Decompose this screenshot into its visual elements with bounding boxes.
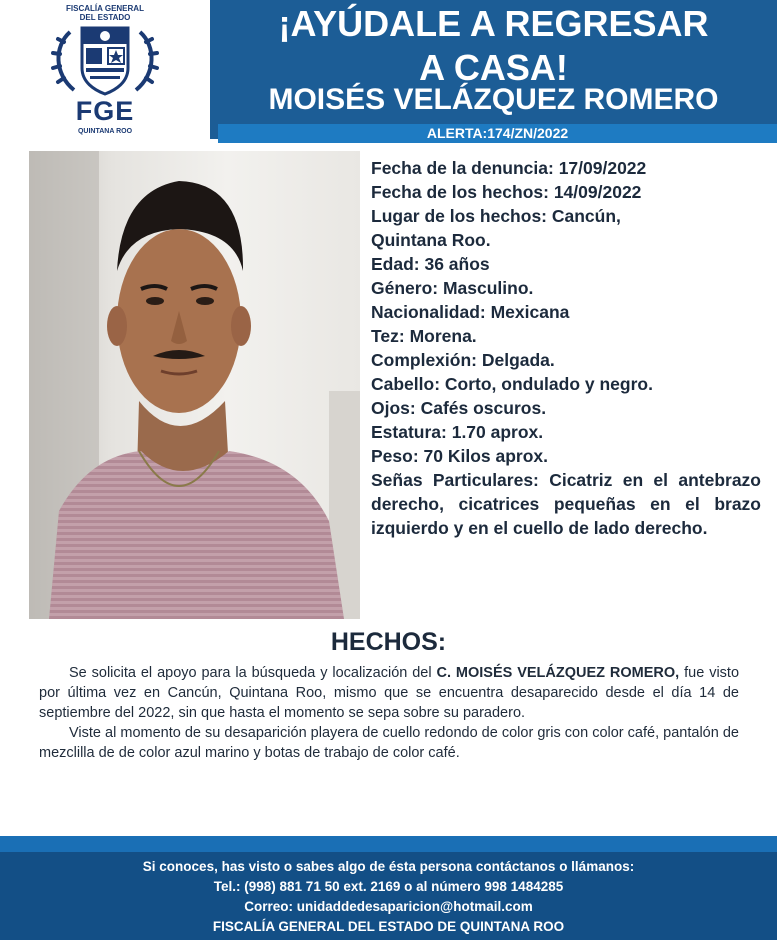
detail-nationality: Nacionalidad: Mexicana — [371, 302, 570, 322]
detail-weight: Peso: 70 Kilos aprox. — [371, 446, 549, 466]
contact-footer — [0, 852, 777, 940]
detail-build: Complexión: Delgada. — [371, 350, 555, 370]
detail-distinguishing-marks: Señas Particulares: Cicatriz en el antebrazo derecho, cicatrices pequeñas en el brazo izquierdo y en el cuello de lado derecho. — [371, 470, 761, 538]
person-photo-illustration — [29, 151, 360, 619]
logo-top-line-1: FISCALÍA GENERAL — [66, 4, 144, 13]
footer-call-to-action: Si conoces, has visto o sabes algo de ésta persona contáctanos o llámanos: — [142, 859, 635, 874]
header-banner — [210, 0, 777, 139]
alert-code-bar: ALERTA:174/ZN/2022 — [218, 124, 777, 143]
headline-line-2: A CASA! — [419, 47, 568, 88]
fge-logo — [0, 0, 210, 150]
state-shield-icon — [48, 22, 162, 98]
logo-acronym: FGE — [75, 96, 135, 126]
detail-age: Edad: 36 años — [371, 254, 490, 274]
detail-place-line-1: Lugar de los hechos: Cancún, — [371, 206, 621, 226]
detail-height: Estatura: 1.70 aprox. — [371, 422, 544, 442]
detail-hair: Cabello: Corto, ondulado y negro. — [371, 374, 653, 394]
facts-heading: HECHOS: — [330, 628, 447, 656]
footer-accent-bar — [0, 836, 777, 852]
logo-top-text — [0, 4, 210, 22]
facts-p1-name: C. MOISÉS VELÁZQUEZ ROMERO, — [436, 665, 680, 681]
facts-paragraph-2: Viste al momento de su desaparición playera de cuello redondo de color gris con color café, pantalón de mezclilla de de color azul marino y botas de trabajo de color café. — [39, 725, 739, 761]
facts-body — [39, 663, 739, 763]
person-photo — [29, 151, 360, 619]
headline-line-1: ¡AYÚDALE A REGRESAR — [278, 3, 709, 44]
facts-p1-start: Se solicita el apoyo para la búsqueda y localización del — [69, 665, 437, 681]
missing-person-name: MOISÉS VELÁZQUEZ ROMERO — [268, 83, 719, 116]
detail-event-date: Fecha de los hechos: 14/09/2022 — [371, 182, 642, 202]
facts-paragraph-1 — [39, 663, 739, 723]
footer-email: Correo: unidaddedesaparicion@hotmail.com — [244, 899, 533, 914]
detail-report-date: Fecha de la denuncia: 17/09/2022 — [371, 158, 647, 178]
logo-state: QUINTANA ROO — [77, 128, 133, 135]
detail-eyes: Ojos: Cafés oscuros. — [371, 398, 547, 418]
logo-top-line-2: DEL ESTADO — [79, 13, 131, 22]
detail-complexion-skin: Tez: Morena. — [371, 326, 477, 346]
footer-phone: Tel.: (998) 881 71 50 ext. 2169 o al número 998 1484285 — [213, 879, 564, 894]
facts-p1-end: fue visto por última vez en Cancún, Quintana Roo, mismo que se encuentra desaparecido desde el día 14 de septiembre del 2022, sin que hasta el momento se sepa sobre su paradero. — [39, 665, 740, 721]
footer-agency: FISCALÍA GENERAL DEL ESTADO DE QUINTANA ROO — [212, 919, 565, 934]
detail-gender: Género: Masculino. — [371, 278, 534, 298]
person-details — [371, 156, 761, 540]
detail-place-line-2: Quintana Roo. — [371, 230, 491, 250]
